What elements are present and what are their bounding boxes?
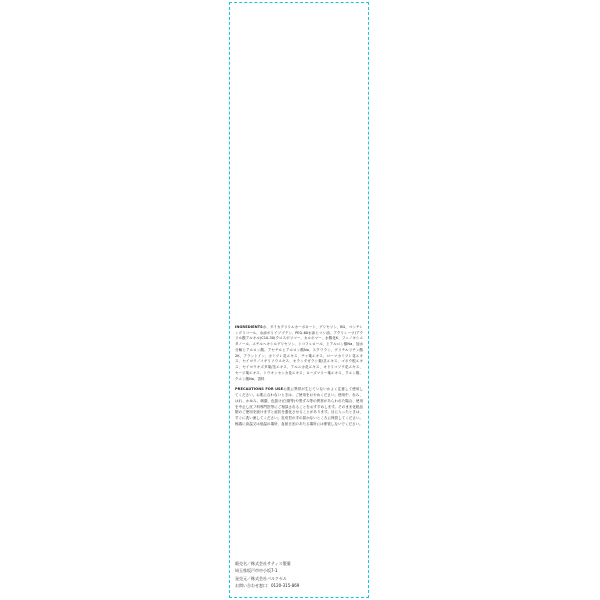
customer-support-line: お問い合わせ窓口：0120-315-869	[235, 583, 300, 589]
contact-block	[235, 560, 363, 590]
manufacturer-address-line: 埼玉県坂戸市中小坂7-1	[235, 568, 278, 574]
precautions-paragraph	[235, 387, 363, 427]
label-text-column	[235, 325, 363, 432]
manufacturer-line: 販売名／株式会社サティス製薬	[235, 561, 291, 566]
precautions-body: お肌に異常が生じていないかよく注意して使用してください。お肌に合わないときは、ご使用をおやめください。使用中、赤み、はれ、かゆみ、刺激、色抜け(白斑等)や黒ずみ等の異常があらわれた場合、使用を中止し皮フ科専門医等にご相談されることをおすすめします。そのまま化粧品類のご使用を続けますと症状を悪化させることがあります。目に入ったときは、すぐに洗い流してください。乳幼児の手の届かないところに保管してください。極端に高温又は低温の場所、直射日光のあたる場所には保管しないでください。	[235, 387, 363, 426]
distributor-line: 発売元／株式会社パルクセル	[235, 575, 287, 581]
ingredients-heading: INGREDIENTS	[235, 325, 263, 329]
precautions-heading: PRECAUTIONS FOR USE	[235, 387, 284, 392]
ingredients-paragraph	[235, 325, 363, 382]
ingredients-body: 水、ダイカプリリルカーボネート、グリセリン、BG、ペンチレングリコール、水添ポリイソブテン、PEG-60水添ヒマシ油、アクリレーツ/アクリル酸アルキル(C10-30)クロスポリマー、カルボマー、水酸化K、フェノキシエタノール、エチルヘキシルグリセリン、トコフェロール、ヒアルロン酸Na、加水分解ヒアルロン酸、アセチルヒアルロン酸Na、スクワラン、グリチルリチン酸2K、アラントイン、カミツレ花エキス、チャ葉エキス、ローマカミツレ花エキス、セイヨウノコギリソウエキス、オランダガラシ葉/茎エキス、ゴボウ根エキス、セイヨウキズタ葉/茎エキス、アルニカ花エキス、オドリコソウ花エキス、セージ葉エキス、トウキンセンカ花エキス、ローズマリー葉エキス、クエン酸、クエン酸Na、香料	[235, 325, 363, 381]
